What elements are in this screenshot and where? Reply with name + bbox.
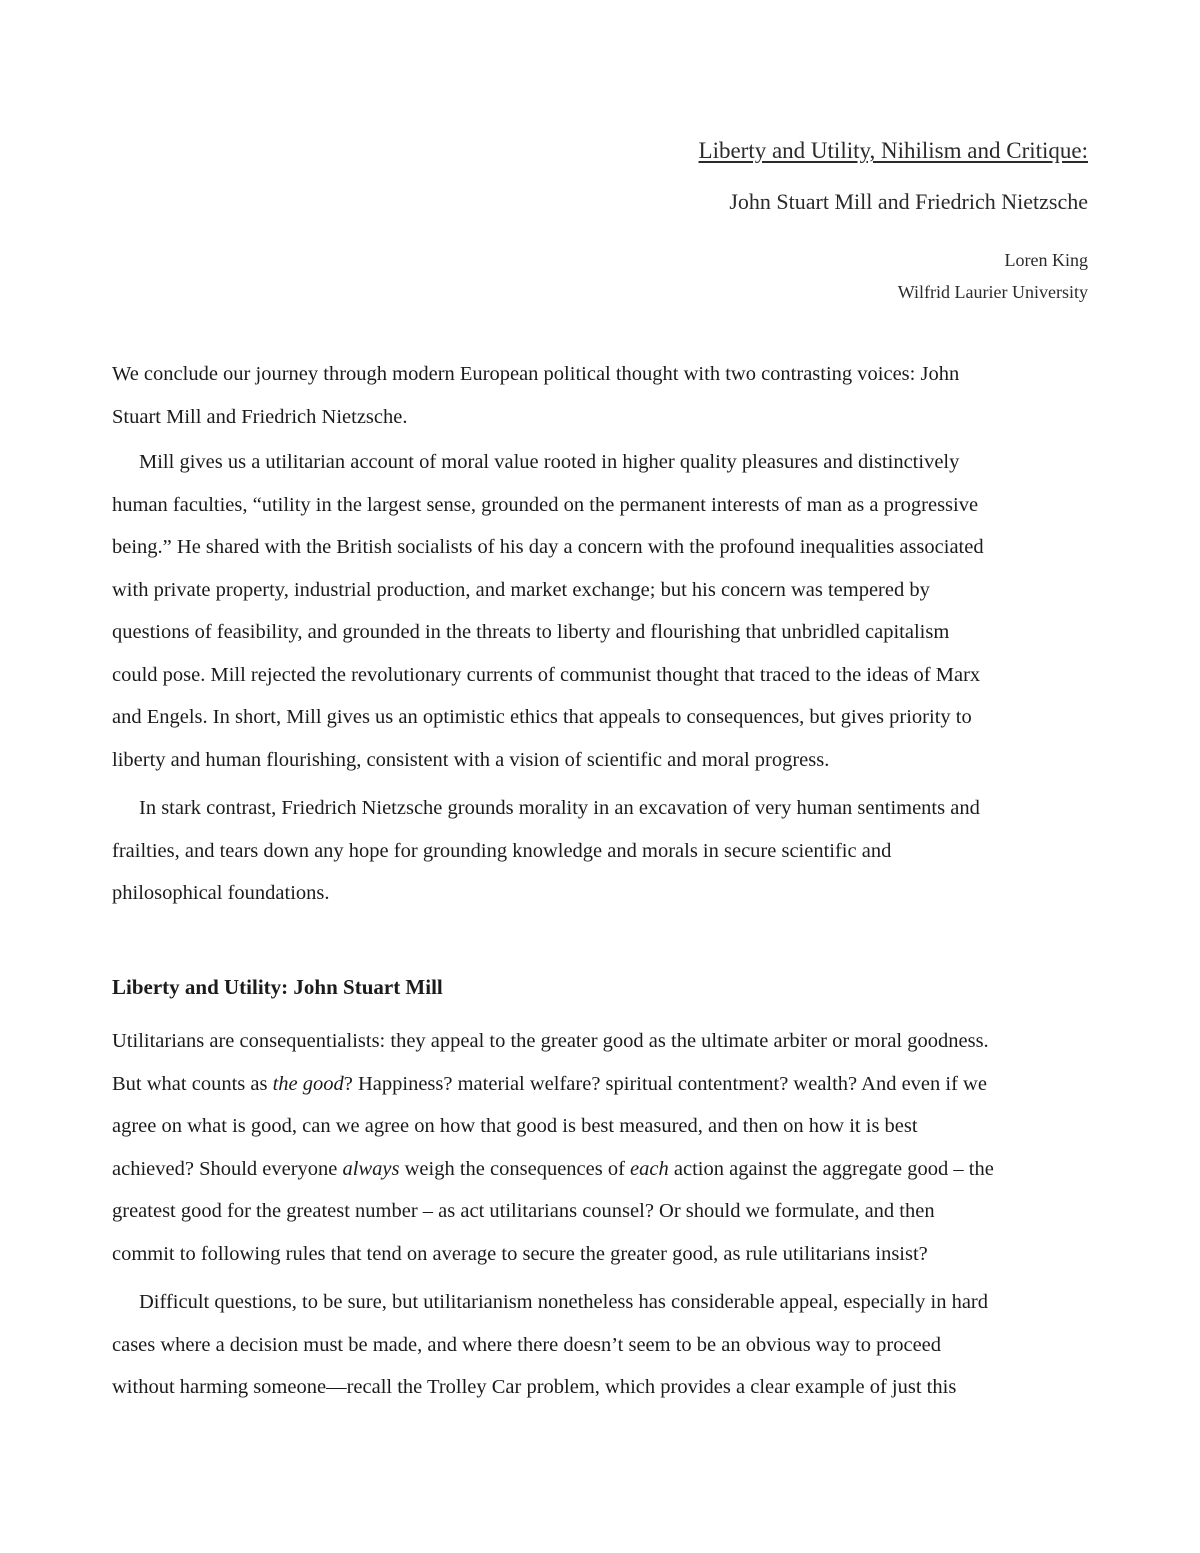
text-line: greatest good for the greatest number – as act utilitarians counsel? Or should we formulate, and then (112, 1200, 935, 1222)
text-line: philosophical foundations. (112, 882, 330, 904)
text-line: being.” He shared with the British socialists of his day a concern with the profound inequalities associated (112, 536, 984, 558)
text-line: human faculties, “utility in the largest sense, grounded on the permanent interests of man as a progressive (112, 493, 979, 516)
author-name: Loren King (1004, 250, 1088, 270)
text-line: Utilitarians are consequentialists: they appeal to the greater good as the ultimate arbiter or moral goodness. (112, 1030, 989, 1052)
emphasis-text: each (630, 1157, 669, 1180)
text-run: achieved? Should everyone (112, 1157, 343, 1180)
text-line: with private property, industrial production, and market exchange; but his concern was tempered by (112, 578, 930, 601)
intro-paragraph-3 (112, 787, 1084, 915)
text-line: questions of feasibility, and grounded in the threats to liberty and flourishing that unbridled capitalism (112, 621, 950, 643)
text-run: But what counts as (112, 1072, 273, 1095)
text-line: cases where a decision must be made, and where there doesn’t seem to be an obvious way to proceed (112, 1333, 942, 1356)
text-line: Difficult questions, to be sure, but utilitarianism nonetheless has considerable appeal, especially in hard (139, 1291, 989, 1313)
text-line: We conclude our journey through modern European political thought with two contrasting voices: John (112, 363, 960, 385)
document-title: Liberty and Utility, Nihilism and Critique: (698, 138, 1088, 163)
intro-paragraph-1 (112, 353, 1084, 438)
author-affiliation: Wilfrid Laurier University (897, 282, 1088, 302)
text-line: and Engels. In short, Mill gives us an optimistic ethics that appeals to consequences, but gives priority to (112, 706, 972, 728)
section-paragraph-1 (112, 1020, 1084, 1275)
emphasis-text: the good (272, 1072, 344, 1095)
text-line: could pose. Mill rejected the revolutionary currents of communist thought that traced to the ideas of Marx (112, 663, 981, 686)
text-line: frailties, and tears down any hope for grounding knowledge and morals in secure scientific and (112, 839, 892, 862)
text-line (112, 1148, 1084, 1191)
text-line: without harming someone—recall the Trolley Car problem, which provides a clear example of just this (112, 1376, 957, 1398)
text-run: weigh the consequences of (399, 1157, 631, 1180)
text-line: Stuart Mill and Friedrich Nietzsche. (112, 405, 408, 428)
emphasis-text: always (342, 1157, 400, 1180)
section-paragraph-2 (112, 1281, 1084, 1409)
text-line: agree on what is good, can we agree on how that good is best measured, and then on how it is best (112, 1115, 918, 1137)
text-line: Mill gives us a utilitarian account of moral value rooted in higher quality pleasures and distinctively (139, 451, 960, 473)
document-subtitle: John Stuart Mill and Friedrich Nietzsche (729, 189, 1088, 214)
text-line (112, 1063, 1084, 1106)
text-run: ? Happiness? material welfare? spiritual contentment? wealth? And even if we (343, 1072, 987, 1095)
text-line: In stark contrast, Friedrich Nietzsche grounds morality in an excavation of very human sentiments and (139, 797, 980, 819)
intro-paragraph-2 (112, 441, 1084, 781)
section-heading: Liberty and Utility: John Stuart Mill (112, 975, 443, 999)
text-run: action against the aggregate good – the (668, 1157, 994, 1180)
text-line: commit to following rules that tend on average to secure the greater good, as rule utilitarians insist? (112, 1242, 928, 1265)
text-line: liberty and human flourishing, consistent with a vision of scientific and moral progress. (112, 748, 830, 771)
